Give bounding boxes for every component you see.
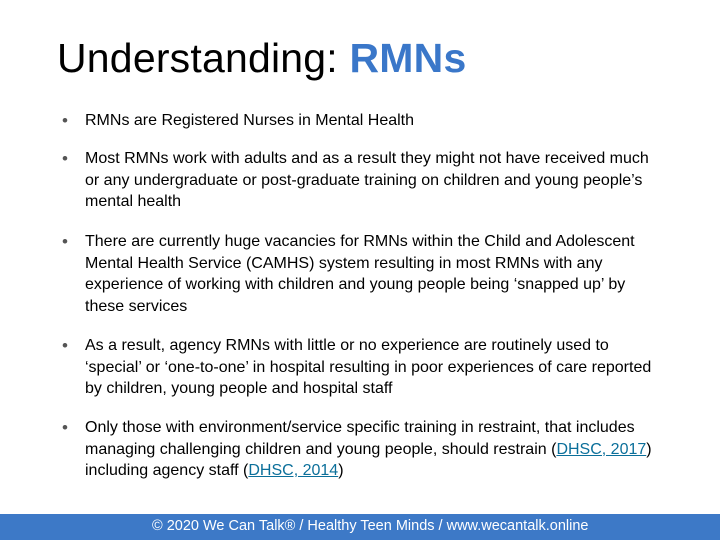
bullet-item [62, 110, 662, 132]
bullet-item [62, 417, 662, 482]
text-segment: Only those with environment/service specific training in restraint, that includes managing challenging children and young people, should restrain ( [85, 419, 635, 458]
bullet-item [62, 148, 662, 213]
bullet-text: As a result, agency RMNs with little or no experience are routinely used to ‘special’ or ‘one-to-one’ in hospital resulting in poor experiences of care reported by children, young people and hospital staff [85, 337, 652, 397]
footer-bar [0, 514, 720, 540]
text-segment: ) including agency staff ( [85, 440, 652, 479]
bullet-text [85, 417, 660, 482]
bullet-item [62, 231, 662, 317]
title-prefix: Understanding: [57, 35, 350, 81]
bullet-icon: • [62, 149, 68, 168]
footer-text: © 2020 We Can Talk® / Healthy Teen Minds / www.wecantalk.online [152, 518, 589, 534]
title-accent: RMNs [349, 35, 467, 81]
bullet-text: There are currently huge vacancies for RMNs within the Child and Adolescent Mental Health Service (CAMHS) system resulting in most RMNs with any experience of working with children and young people being ‘snapped up’ by these services [85, 233, 635, 315]
bullet-icon: • [62, 336, 68, 355]
reference-link-dhsc-2014[interactable]: DHSC, 2014 [248, 462, 339, 479]
reference-link-dhsc-2017[interactable]: DHSC, 2017 [556, 440, 647, 458]
slide-title [57, 32, 466, 84]
bullet-icon: • [62, 111, 68, 130]
bullet-text: RMNs are Registered Nurses in Mental Health [85, 112, 415, 129]
text-segment: ) [338, 462, 344, 479]
bullet-icon: • [62, 232, 68, 251]
bullet-item [62, 335, 662, 400]
bullet-text: Most RMNs work with adults and as a result they might not have received much or any undergraduate or post-graduate training on children and young people’s mental health [85, 150, 649, 210]
bullet-icon: • [62, 418, 68, 437]
